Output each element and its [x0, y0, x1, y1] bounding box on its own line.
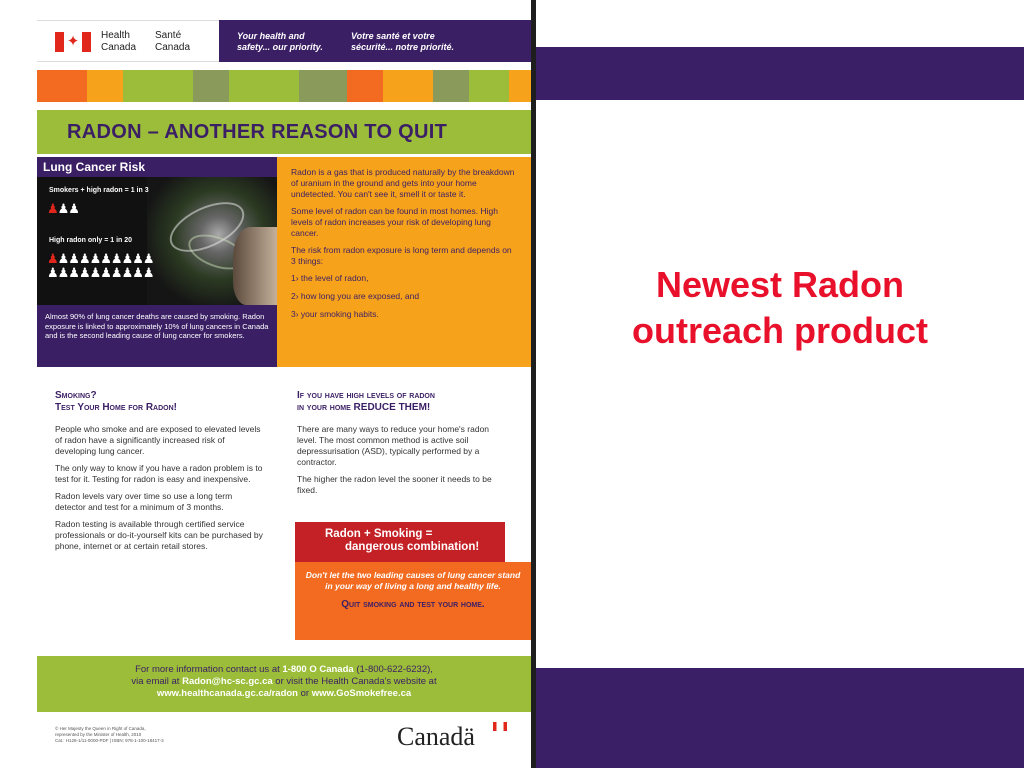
phone-link[interactable]: 1-800 O Canada: [282, 664, 354, 675]
wordmark-flag-icon: [493, 722, 507, 731]
risk-factor-item: 1› the level of radon,: [291, 273, 369, 283]
body-paragraph: The higher the radon level the sooner it needs to be fixed.: [297, 474, 492, 495]
color-stripe: [37, 70, 87, 102]
color-stripe: [299, 70, 347, 102]
tagline-fr: Votre santé et votre sécurité... notre priorité.: [351, 31, 455, 52]
reduce-radon-body: [297, 424, 511, 502]
color-stripe: [469, 70, 509, 102]
color-stripe: [433, 70, 469, 102]
website-link[interactable]: www.healthcanada.gc.ca/radon: [156, 688, 298, 699]
people-icon-row: ♟♟♟: [47, 202, 79, 217]
intro-paragraph: Radon is a gas that is produced naturally by the breakdown of uranium in the ground and gets into your home undetected. You can't see it, smell it or taste it.: [291, 167, 515, 199]
tagline-en: Your health and safety... our priority.: [237, 31, 323, 52]
color-stripes: [37, 70, 531, 102]
test-home-heading: Smoking? Test Your Home for Radon!: [55, 390, 177, 413]
dept-name-en: Health Canada: [101, 30, 137, 53]
top-purple-band: [536, 47, 1024, 100]
legal-notice: © Her Majesty the Queen in Right of Canada, represented by the Minister of Health, 2010 Cat.: H128-1/11-0000-PDF | ISBN: 978-1-100-18417-3: [55, 726, 164, 743]
caption-line-2: outreach product: [631, 310, 928, 351]
callout-cta: Quit smoking and test your home.: [341, 599, 485, 610]
title-bar: [37, 110, 531, 154]
slide-divider: [531, 0, 536, 768]
color-stripe: [347, 70, 383, 102]
intro-paragraph: The risk from radon exposure is long term and depends on 3 things:: [291, 245, 512, 266]
radon-flyer: [37, 0, 531, 768]
flyer-title: RADON – ANOTHER REASON TO QUIT: [67, 121, 448, 143]
slide-caption: [560, 262, 1000, 354]
color-stripe: [193, 70, 229, 102]
header-tagline-band: [219, 20, 531, 62]
smoke-photo: [147, 177, 277, 305]
canada-wordmark: Canadä: [397, 722, 475, 751]
warning-callout: Radon + Smoking = dangerous combination!: [295, 522, 505, 562]
reduce-radon-heading: If you have high levels of radon in your home REDUCE THEM!: [297, 390, 435, 413]
dept-name-fr: Santé Canada: [155, 30, 191, 53]
color-stripe: [87, 70, 123, 102]
body-paragraph: Radon levels vary over time so use a long term detector and test for a minimum of 3 months.: [55, 491, 233, 512]
risk-footnote: Almost 90% of lung cancer deaths are caused by smoking. Radon exposure is linked to approximately 10% of lung cancers in Canada and is the second leading cause of lung cancer for smokers.: [37, 305, 277, 367]
body-paragraph: Radon testing is available through certified service professionals or do-it-yourself kits can be purchased by phone, internet or at certain retail stores.: [55, 519, 263, 551]
website-link[interactable]: www.GoSmokefree.ca: [311, 688, 412, 699]
contact-footer: For more information contact us at 1-800 O Canada (1-800-622-6232), via email at Radon@hc-sc.gc.ca or visit the Health Canada's website at www.healthcanada.gc.ca/radon or www.GoSmokefree.ca: [37, 656, 531, 712]
callout-body: Don't let the two leading causes of lung cancer stand in your way of living a long and healthy life.: [305, 570, 521, 591]
risk-factor-item: 2› how long you are exposed, and: [291, 291, 420, 301]
lung-cancer-risk-panel: [37, 157, 277, 305]
test-home-body: [55, 424, 265, 558]
canada-flag-icon: ✦: [55, 32, 91, 52]
people-icon-row: ♟♟♟♟♟♟♟♟♟♟: [47, 266, 154, 281]
email-link[interactable]: Radon@hc-sc.gc.ca: [182, 676, 273, 687]
body-paragraph: There are many ways to reduce your home's radon level. The most common method is active soil depressurisation (ASD), typically performed by a contractor.: [297, 424, 490, 467]
risk-stat-smokers: Smokers + high radon = 1 in 3: [49, 187, 149, 194]
color-stripe: [229, 70, 299, 102]
body-paragraph: People who smoke and are exposed to elevated levels of radon have a significantly increased risk of developing lung cancer.: [55, 424, 261, 456]
bottom-purple-band: [536, 668, 1024, 768]
risk-stat-radon-only: High radon only = 1 in 20: [49, 237, 133, 244]
risk-heading: Lung Cancer Risk: [37, 157, 277, 177]
body-paragraph: The only way to know if you have a radon problem is to test for it. Testing for radon is easy and inexpensive.: [55, 463, 263, 484]
color-stripe: [383, 70, 433, 102]
people-icon-row: ♟♟♟♟♟♟♟♟♟♟: [47, 252, 154, 267]
header-identity: [37, 20, 219, 62]
color-stripe: [509, 70, 531, 102]
radon-intro: [277, 157, 531, 367]
intro-paragraph: Some level of radon can be found in most homes. High levels of radon increases your risk of developing lung cancer.: [291, 206, 498, 238]
flyer-header: [37, 20, 531, 62]
risk-factor-item: 3› your smoking habits.: [291, 309, 379, 319]
quit-callout: [295, 562, 531, 640]
color-stripe: [123, 70, 193, 102]
caption-line-1: Newest Radon: [655, 264, 905, 305]
